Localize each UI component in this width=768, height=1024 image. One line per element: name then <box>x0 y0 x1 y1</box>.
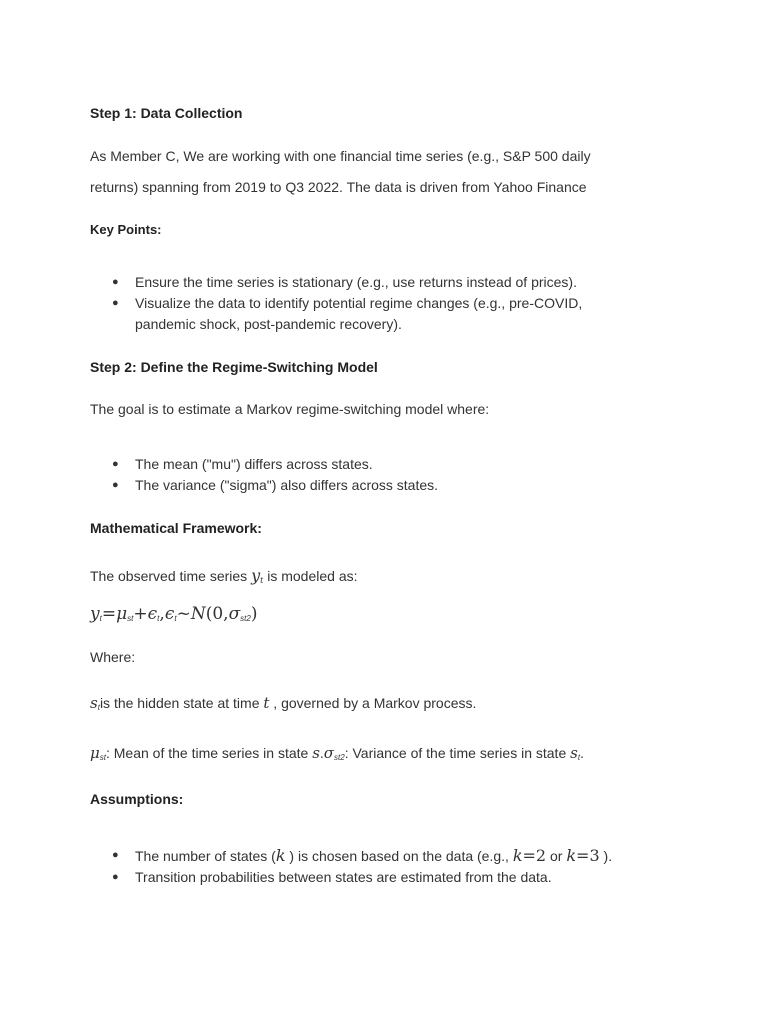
assumption1-pre: The number of states ( <box>135 848 276 864</box>
eq-comma: , <box>159 604 165 624</box>
list-item: ● The variance ("sigma") also differs across states. <box>90 475 438 496</box>
list-item <box>90 293 582 335</box>
observed-text-pre: The observed time series <box>90 568 252 584</box>
list-item: ● Ensure the time series is stationary (e.g., use returns instead of prices). <box>90 272 582 293</box>
sigma-subscript: st2 <box>334 753 345 762</box>
hidden-state-line <box>90 688 476 723</box>
observed-series-line <box>90 560 358 596</box>
hidden-state-text: is the hidden state at time <box>99 695 264 711</box>
key-points-heading: Key Points: <box>90 222 162 237</box>
eq-eps-sub: t <box>157 614 160 623</box>
step2-heading: Step 2: Define the Regime-Switching Model <box>90 359 378 375</box>
assumption1-or: or <box>546 848 567 864</box>
step1-paragraph-line2: returns) spanning from 2019 to Q3 2022. The data is driven from Yahoo Finance <box>90 179 587 195</box>
eq-y-sub: t <box>99 614 102 623</box>
k-equals-3: =3 <box>576 846 600 865</box>
eq-plus: + <box>133 604 148 624</box>
eq-sigma: σ <box>228 604 241 624</box>
period: . <box>580 745 584 761</box>
assumptions-list <box>90 845 612 888</box>
step1-heading: Step 1: Data Collection <box>90 105 243 121</box>
k-symbol-2: k <box>512 846 523 865</box>
step1-paragraph-line1: As Member C, We are working with one financial time series (e.g., S&P 500 daily <box>90 148 591 164</box>
mu-symbol: μ <box>90 744 100 762</box>
eq-tilde: ~ <box>176 604 191 624</box>
state-s-end: s <box>570 744 578 762</box>
sigma-symbol: σ <box>323 744 335 762</box>
assumption1-end: ). <box>599 848 613 864</box>
eq-eps2: ϵ <box>164 604 175 624</box>
list-item-text-cont: pandemic shock, post-pandemic recovery). <box>135 316 402 332</box>
mean-text: : Mean of the time series in state <box>105 745 313 761</box>
eq-open: (0, <box>205 604 229 624</box>
mean-variance-line <box>90 738 584 773</box>
var-y <box>251 566 263 585</box>
eq-y: y <box>90 604 100 624</box>
where-label: Where: <box>90 649 136 665</box>
s-symbol: s <box>90 694 98 712</box>
observed-text-post: is modeled as: <box>263 568 358 584</box>
state-s: s <box>312 744 320 762</box>
t-subscript: t <box>260 576 264 585</box>
k-symbol-3: k <box>566 846 577 865</box>
list-item-text: Visualize the data to identify potential regime changes (e.g., pre-COVID, <box>135 295 583 311</box>
assumption1-mid: ) is chosen based on the data (e.g., <box>285 848 513 864</box>
list-item: ● The mean ("mu") differs across states. <box>90 454 438 475</box>
eq-N: N <box>190 604 206 624</box>
s-subscript: t <box>97 703 100 712</box>
eq-eps: ϵ <box>147 604 158 624</box>
key-points-list <box>90 272 582 335</box>
eq-eps2-sub: t <box>174 614 177 623</box>
model-equation <box>90 604 257 624</box>
list-item: ● Transition probabilities between states are estimated from the data. <box>90 867 612 888</box>
eq-equals: = <box>101 604 117 624</box>
assumptions-heading: Assumptions: <box>90 791 184 807</box>
step2-paragraph: The goal is to estimate a Markov regime-switching model where: <box>90 401 490 417</box>
k-equals-2: =2 <box>522 846 547 865</box>
math-framework-heading: Mathematical Framework: <box>90 520 262 536</box>
dot: . <box>319 745 324 761</box>
y-symbol: y <box>251 566 261 585</box>
eq-sigma-sub: st2 <box>240 614 251 623</box>
eq-close: ) <box>250 604 258 624</box>
step2-list <box>90 454 438 496</box>
k-symbol: k <box>275 846 286 865</box>
eq-mu: μ <box>116 604 128 624</box>
eq-mu-sub: st <box>127 614 134 623</box>
t-symbol: t <box>263 694 270 712</box>
mu-subscript: st <box>99 753 106 762</box>
list-item <box>90 845 612 867</box>
variance-text: : Variance of the time series in state <box>344 745 571 761</box>
state-s-end-sub: t <box>577 753 581 762</box>
hidden-state-text-end: , governed by a Markov process. <box>269 695 477 711</box>
